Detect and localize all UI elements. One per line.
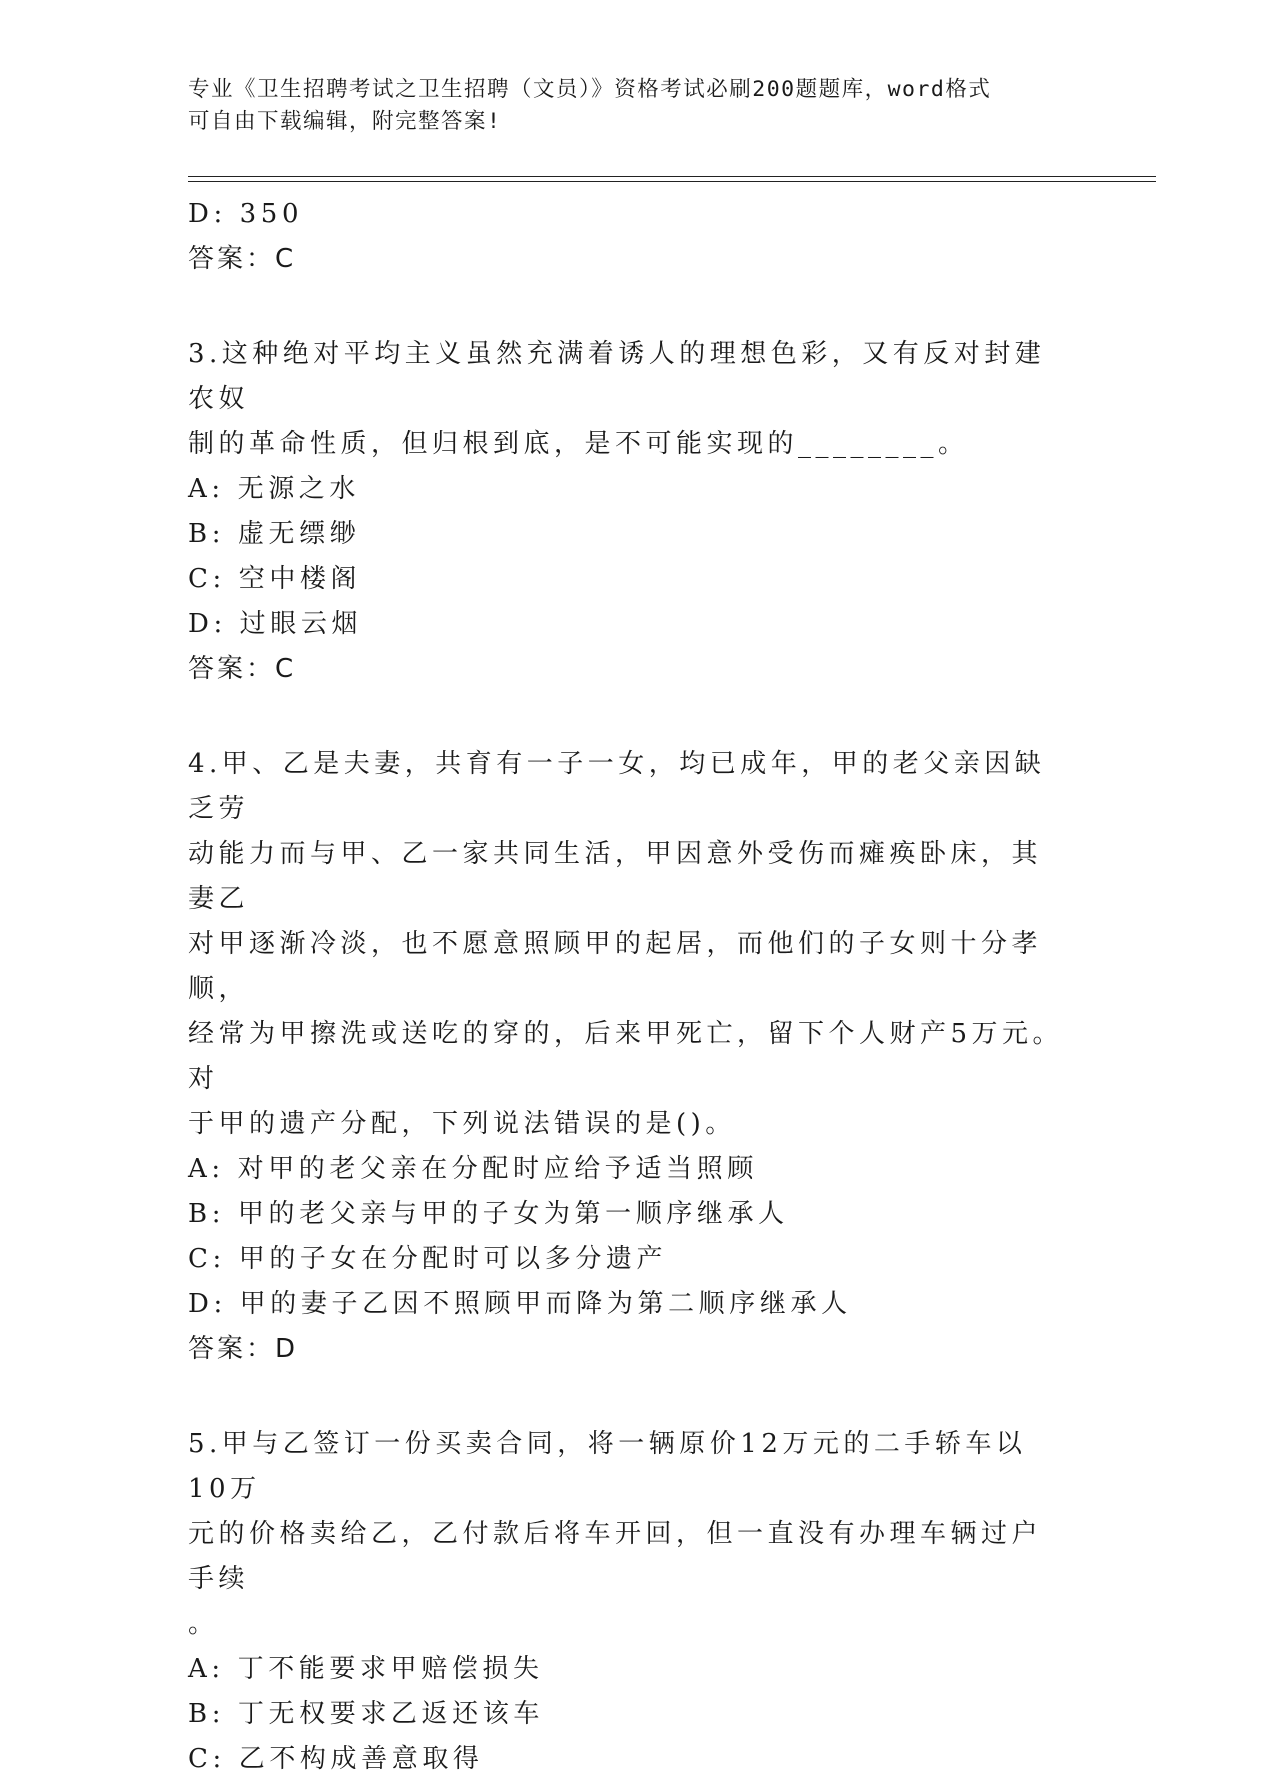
question-content [188, 192, 1068, 1782]
header-rule-top [188, 176, 1156, 177]
question-stem-line: 制的革命性质，但归根到底，是不可能实现的________。 [188, 429, 969, 459]
question-stem-line: 5.甲与乙签订一份买卖合同，将一辆原价12万元的二手轿车以10万 [188, 1429, 1027, 1504]
question-stem-line: 动能力而与甲、乙一家共同生活，甲因意外受伤而瘫痪卧床，其妻乙 [188, 839, 1043, 914]
option-c: C: 乙不构成善意取得 [188, 1744, 484, 1774]
question-stem-line: 。 [188, 1609, 219, 1639]
option-b: B: 丁无权要求乙返还该车 [188, 1699, 544, 1729]
option-a: A: 无源之水 [188, 474, 361, 504]
question-stem-line: 3.这种绝对平均主义虽然充满着诱人的理想色彩，又有反对封建农奴 [188, 339, 1046, 414]
option-a: A: 对甲的老父亲在分配时应给予适当照顾 [188, 1154, 758, 1184]
question-stem-line: 4.甲、乙是夫妻，共育有一子一女，均已成年，甲的老父亲因缺乏劳 [188, 749, 1046, 824]
answer-line: 答案：D [188, 1334, 299, 1364]
question-stem-line: 经常为甲擦洗或送吃的穿的，后来甲死亡，留下个人财产5万元。对 [188, 1019, 1064, 1094]
option-c: C: 空中楼阁 [188, 564, 362, 594]
option-d: D: 过眼云烟 [188, 609, 363, 639]
document-header [188, 74, 1068, 138]
option-b: B: 虚无缥缈 [188, 519, 361, 549]
question-stem-line: 元的价格卖给乙，乙付款后将车开回，但一直没有办理车辆过户手续 [188, 1519, 1043, 1594]
option-b: B: 甲的老父亲与甲的子女为第一顺序继承人 [188, 1199, 789, 1229]
question-5 [188, 1422, 1068, 1782]
question-3 [188, 332, 1068, 692]
header-title-line-1: 专业《卫生招聘考试之卫生招聘（文员）》资格考试必刷200题题库，word格式 [188, 77, 992, 102]
question-stem-line: 于甲的遗产分配，下列说法错误的是()。 [188, 1109, 736, 1139]
question-4 [188, 742, 1068, 1372]
header-rule-bottom [188, 181, 1156, 182]
option-d: D: 350 [188, 199, 304, 229]
option-d: D: 甲的妻子乙因不照顾甲而降为第二顺序继承人 [188, 1289, 852, 1319]
previous-question-tail [188, 192, 1068, 282]
header-title-line-2: 可自由下载编辑，附完整答案! [188, 109, 502, 134]
answer-line: 答案：C [188, 654, 297, 684]
option-c: C: 甲的子女在分配时可以多分遗产 [188, 1244, 668, 1274]
answer-line: 答案：C [188, 244, 297, 274]
option-a: A: 丁不能要求甲赔偿损失 [188, 1654, 544, 1684]
question-stem-line: 对甲逐渐冷淡，也不愿意照顾甲的起居，而他们的子女则十分孝顺， [188, 929, 1043, 1004]
